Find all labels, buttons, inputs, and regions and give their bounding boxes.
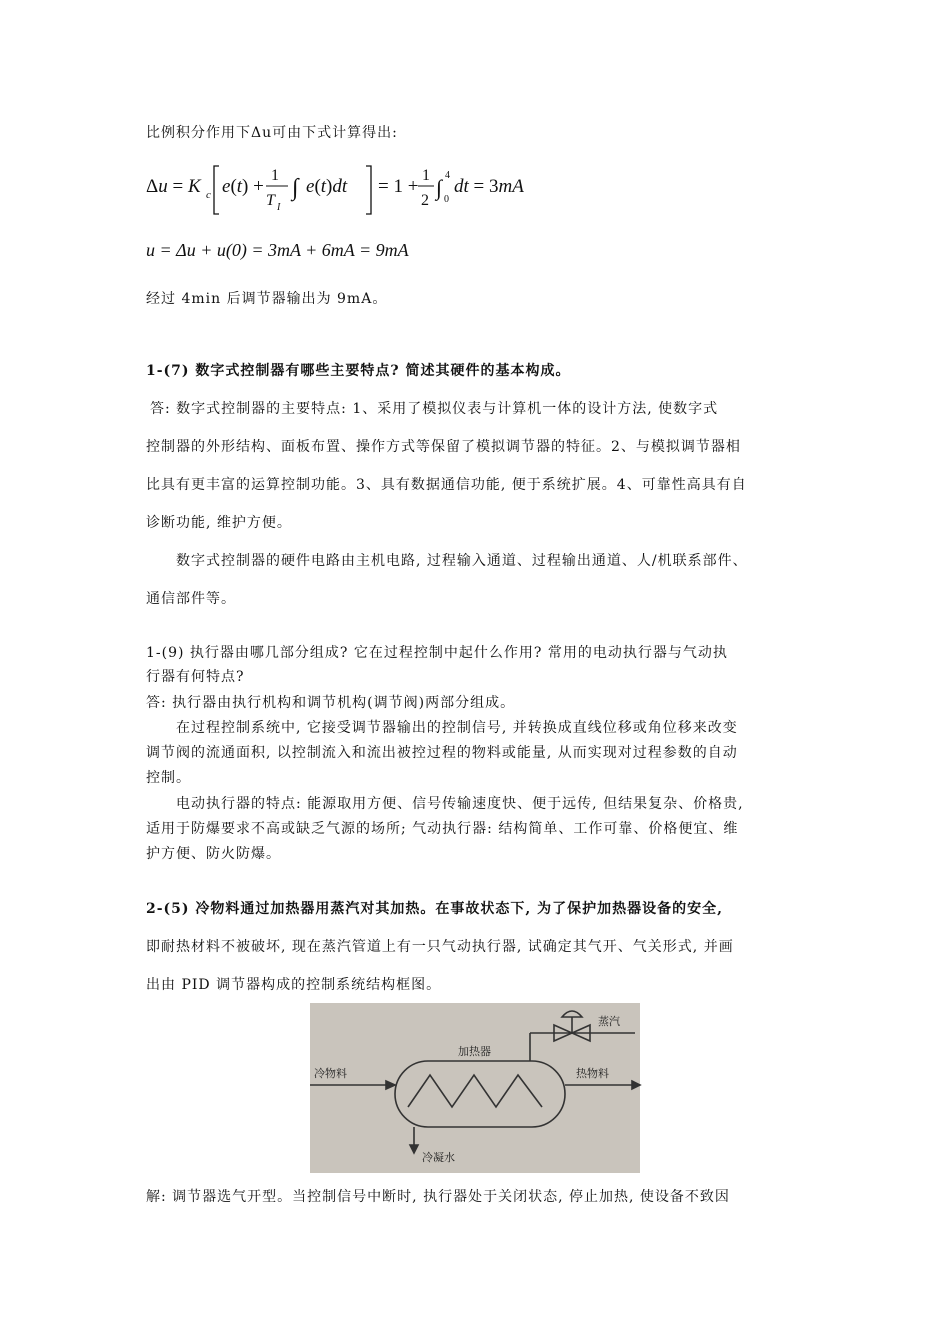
question-1-9-title: 1-(9) 执行器由哪几部分组成? 它在过程控制中起什么作用? 常用的电动执行器与气动执 [146,645,728,661]
svg-text:∫: ∫ [292,175,299,201]
svg-text:e(t)dt: e(t)dt [306,176,348,197]
label-steam: 蒸汽 [598,1015,620,1028]
question-1-9-line: 调节阀的流通面积, 以控制流入和流出被控过程的物料或能量, 从而实现对过程参数的自动 [146,745,738,761]
question-1-7-line: 数字式控制器的硬件电路由主机电路, 过程输入通道、过程输出通道、人/机联系部件、 [176,553,748,569]
question-1-7-line: 比具有更丰富的运算控制功能。3、具有数据通信功能, 便于系统扩展。4、可靠性高具有自 [146,477,747,493]
question-2-5-title: 2-(5) 冷物料通过加热器用蒸汽对其加热。在事故状态下, 为了保护加热器设备的安全, [146,901,724,917]
question-1-7-line: 答: 数字式控制器的主要特点: 1、采用了模拟仪表与计算机一体的设计方法, 使数字式 [150,401,719,417]
svg-text:1: 1 [271,167,279,184]
equation-u: u = Δu + u(0) = 3mA + 6mA = 9mA [146,240,409,260]
svg-text:2: 2 [421,192,429,209]
question-2-5-title: 即耐热材料不被破坏, 现在蒸汽管道上有一只气动执行器, 试确定其气开、气关形式, 并画 [146,939,734,955]
question-1-9-line: 答: 执行器由执行机构和调节机构(调节阀)两部分组成。 [146,695,516,711]
svg-text:c: c [206,189,211,201]
question-1-9-line: 适用于防爆要求不高或缺乏气源的场所; 气动执行器: 结构简单、工作可靠、价格便宜、维 [146,821,739,837]
heater-diagram [310,1003,640,1173]
svg-text:T: T [266,192,275,209]
question-1-9-title: 行器有何特点? [146,669,245,685]
svg-text:I: I [277,202,281,213]
label-heater: 加热器 [458,1045,491,1058]
question-2-5-answer: 解: 调节器选气开型。当控制信号中断时, 执行器处于关闭状态, 停止加热, 使设备不致因 [146,1189,730,1205]
equation-delta-u [146,158,524,220]
svg-text:Δu = K: Δu = K [146,176,201,197]
label-cold-material: 冷物料 [314,1067,347,1080]
svg-text:e(t) +: e(t) + [222,176,264,197]
svg-text:dt = 3mA: dt = 3mA [454,176,524,197]
label-hot-material: 热物料 [576,1067,609,1080]
svg-text:4: 4 [445,170,450,181]
svg-text:0: 0 [444,194,449,205]
question-1-9-line: 控制。 [146,770,191,786]
question-2-5-title: 出由 PID 调节器构成的控制系统结构框图。 [146,977,442,993]
label-condensate: 冷凝水 [422,1151,455,1164]
svg-text:= 1 +: = 1 + [378,176,419,197]
svg-text:∫: ∫ [436,175,443,200]
question-1-7-line: 控制器的外形结构、面板布置、操作方式等保留了模拟调节器的特征。2、与模拟调节器相 [146,439,741,455]
question-1-7-line: 通信部件等。 [146,591,236,607]
question-1-7-title: 1-(7) 数字式控制器有哪些主要特点? 简述其硬件的基本构成。 [146,363,571,379]
question-1-9-line: 护方便、防火防爆。 [146,846,281,862]
question-1-7-line: 诊断功能, 维护方便。 [146,515,292,531]
question-1-9-line: 电动执行器的特点: 能源取用方便、信号传输速度快、便于远传, 但结果复杂、价格贵, [176,796,744,812]
question-1-9-line: 在过程控制系统中, 它接受调节器输出的控制信号, 并转换成直线位移或角位移来改变 [176,720,738,736]
intro-text: 比例积分作用下Δu可由下式计算得出: [146,125,398,141]
result-text: 经过 4min 后调节器输出为 9mA。 [146,291,388,307]
svg-text:1: 1 [422,167,430,184]
